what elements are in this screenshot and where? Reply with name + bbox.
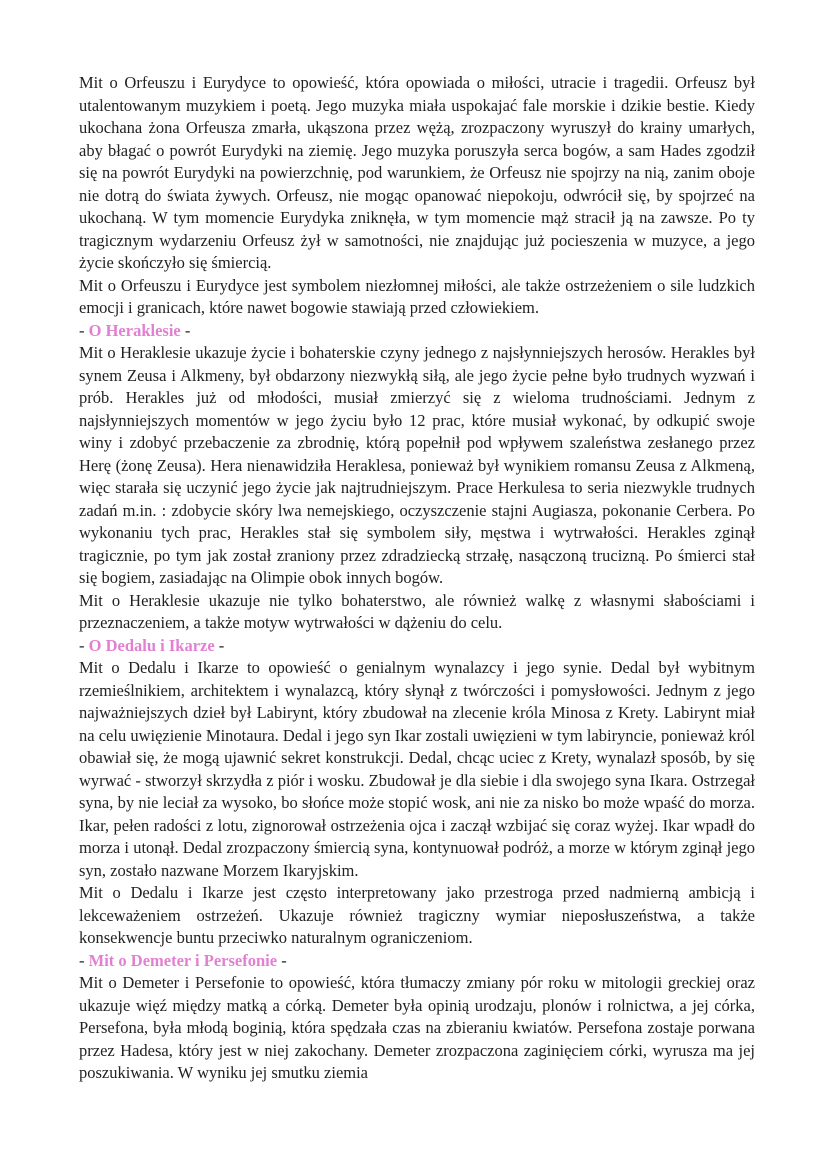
heading-title: O Dedalu i Ikarze [88, 635, 215, 655]
heading-title: Mit o Demeter i Persefonie [88, 950, 278, 970]
heading-prefix: - [79, 635, 89, 655]
heading-title: O Heraklesie [88, 320, 181, 340]
heading-suffix: - [180, 320, 191, 340]
dedal-paragraph: Mit o Dedalu i Ikarze to opowieść o genialnym wynalazcy i jego synie. Dedal był wybitnym rzemieślnikiem, architektem i wynalazcą, który słynął z twórczości i pomysłowości. Jednym z jego najważniejszych dzieł był Labirynt, który zbudował na zlecenie króla Minosa z Krety. Labirynt miał na celu uwięzienie Minotaura. Dedal i jego syn Ikar zostali uwięzieni w tym labiryncie, ponieważ król obawiał się, że mogą ujawnić sekret konstrukcji. Dedal, chcąc uciec z Krety, wynalazł sposób, by się wyrwać - stworzył skrzydła z piór i wosku. Zbudował je dla siebie i dla swojego syna Ikara. Ostrzegał syna, by nie leciał za wysoko, bo słońce może stopić wosk, ani nie za nisko bo może wpaść do morza. Ikar, pełen radości z lotu, zignorował ostrzeżenia ojca i zaczął wzbijać się coraz wyżej. Ikar wpadł do morza i utonął. Dedal zrozpaczony śmiercią syna, kontynuował podróż, a morze w którym zginął jego syn, zostało nazwane Morzem Ikaryjskim. [79, 658, 755, 880]
heading-suffix: - [214, 635, 225, 655]
dedal-summary-paragraph: Mit o Dedalu i Ikarze jest często interpretowany jako przestroga przed nadmierną ambicją i lekceważeniem ostrzeżeń. Ukazuje również tragiczny wymiar nieposłuszeństwa, a także konsekwencje buntu przeciwko naturalnym ograniczeniom. [79, 883, 755, 947]
orfeusz-summary-paragraph: Mit o Orfeuszu i Eurydyce jest symbolem niezłomnej miłości, ale także ostrzeżeniem o sile ludzkich emocji i granicach, które nawet bogowie stawiają przed człowiekiem. [79, 275, 755, 317]
heading-prefix: - [79, 950, 89, 970]
section-heading-dedal-ikar [79, 635, 755, 658]
demeter-paragraph: Mit o Demeter i Persefonie to opowieść, która tłumaczy zmiany pór roku w mitologii greckiej oraz ukazuje więź między matką a córką. Demeter była opinią urodzaju, plonów i rolnictwa, a jej córka, Persefona, była młodą boginią, która spędzała czas na zbieraniu kwiatów. Persefona zostaje porwana przez Hadesa, który jest w niej zakochany. Demeter zrozpaczona zaginięciem córki, wyrusza ma jej poszukiwania. W wyniku jej smutku ziemia [79, 973, 755, 1082]
herakles-summary-paragraph: Mit o Heraklesie ukazuje nie tylko bohaterstwo, ale również walkę z własnymi słabościami i przeznaczeniem, a także motyw wytrwałości w dążeniu do celu. [79, 590, 755, 632]
heading-suffix: - [277, 950, 287, 970]
document-page [79, 72, 755, 1085]
heading-prefix: - [79, 320, 89, 340]
section-heading-demeter-persefona [79, 950, 755, 973]
herakles-paragraph: Mit o Heraklesie ukazuje życie i bohaterskie czyny jednego z najsłynniejszych herosów. Herakles był synem Zeusa i Alkmeny, był obdarzony niezwykłą siłą, ale jego życie pełne było trudnych wyzwań i prób. Herakles już od młodości, musiał zmierzyć się z wieloma trudnościami. Jednym z najsłynniejszych momentów w jego życiu było 12 prac, które musiał wykonać, by odkupić swoje winy i zdobyć przebaczenie za zbrodnię, którą popełnił pod wpływem szaleństwa zesłanego przez Herę (żonę Zeusa). Hera nienawidziła Heraklesa, ponieważ był wynikiem romansu Zeusa z Alkmeną, więc starała się uczynić jego życie jak najtrudniejszym. Prace Herkulesa to seria niezwykle trudnych zadań m.in. : zdobycie skóry lwa nemejskiego, oczyszczenie stajni Augiasza, pokonanie Cerbera. Po wykonaniu tych prac, Herakles stał się symbolem siły, męstwa i wytrwałości. Herakles zginął tragicznie, po tym jak został zraniony przez zdradziecką strzałę, nasączoną trucizną. Po śmierci stał się bogiem, zasiadając na Olimpie obok innych bogów. [79, 343, 755, 587]
orfeusz-paragraph: Mit o Orfeuszu i Eurydyce to opowieść, która opowiada o miłości, utracie i tragedii. Orfeusz był utalentowanym muzykiem i poetą. Jego muzyka miała uspokajać fale morskie i dzikie bestie. Kiedy ukochana żona Orfeusza zmarła, ukąszona przez wężą, zrozpaczony wyruszył do krainy umarłych, aby błagać o powrót Eurydyki na ziemię. Jego muzyka poruszyła serca bogów, a sam Hades zgodził się na powrót Eurydyki na powierzchnię, pod warunkiem, że Orfeusz nie spojrzy na nią, zanim oboje nie dotrą do świata żywych. Orfeusz, nie mogąc opanować niepokoju, odwrócił się, by spojrzeć na ukochaną. W tym momencie Eurydyka zniknęła, w tym momencie mąż stracił ją na zawsze. Po ty tragicznym wydarzeniu Orfeusz żył w samotności, nie znajdując już pocieszenia w muzyce, a jego życie skończyło się śmiercią. [79, 73, 755, 272]
section-heading-heraklesie [79, 320, 755, 343]
